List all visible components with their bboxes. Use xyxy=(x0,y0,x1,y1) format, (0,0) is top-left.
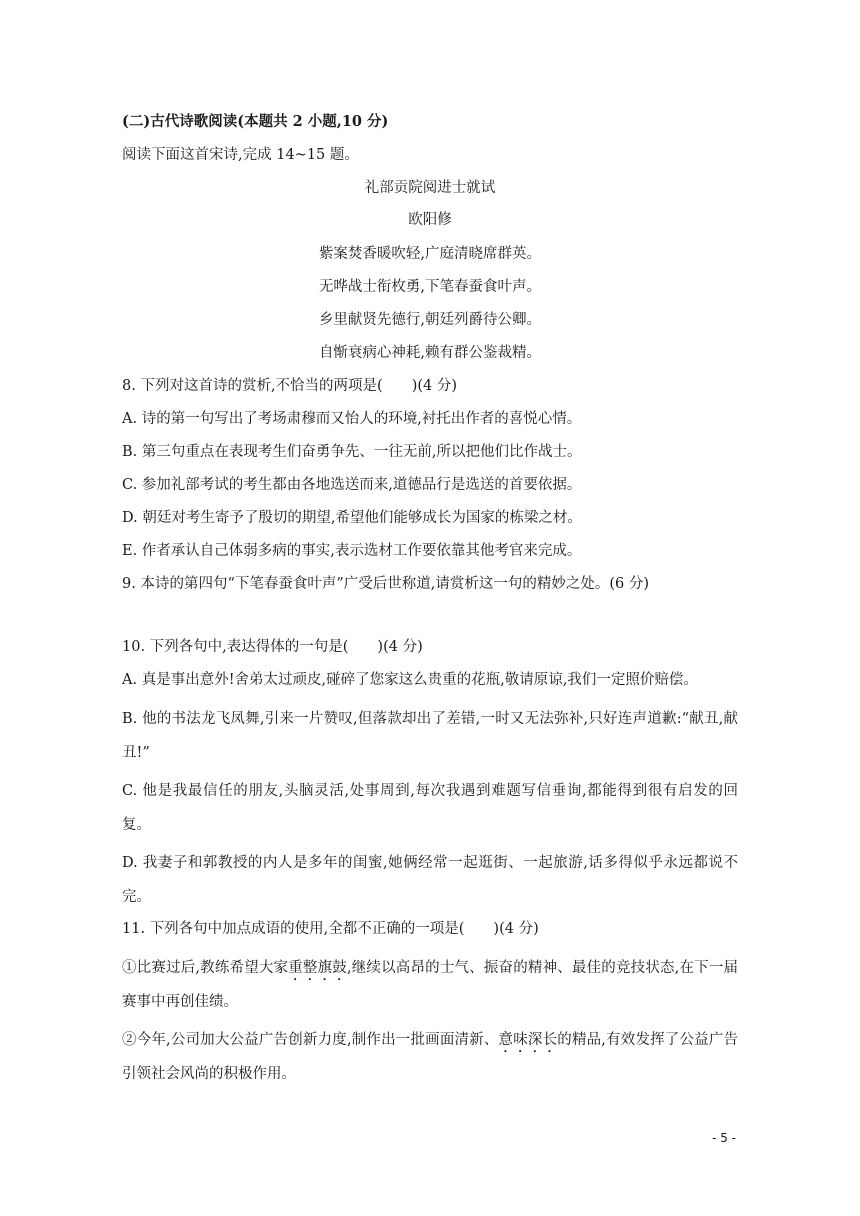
question-8-option-c: C. 参加礼部考试的考生都由各地选送而来,道德品行是选送的首要依据。 xyxy=(122,477,582,493)
poem-line: 紫案焚香暖吹轻,广庭清晓席群英。 xyxy=(318,246,542,262)
page-content xyxy=(122,112,738,1091)
poem-title: 礼部贡院阅进士就试 xyxy=(364,180,496,196)
section-title: (二)古代诗歌阅读(本题共 2 小题,10 分) xyxy=(122,113,389,130)
emphasized-idiom-2: 意味深长 xyxy=(498,1032,558,1048)
question-8-option-a: A. 诗的第一句写出了考场肃穆而又怡人的环境,衬托出作者的喜悦心情。 xyxy=(122,411,582,427)
reading-instruction: 阅读下面这首宋诗,完成 14~15 题。 xyxy=(122,147,359,163)
question-11-item-1 xyxy=(122,951,738,1019)
question-11-stem: 11. 下列各句中加点成语的使用,全都不正确的一项是( )(4 分) xyxy=(122,921,539,937)
question-10-option-d: D. 我妻子和郭教授的内人是多年的闺蜜,她俩经常一起逛街、一起旅游,话多得似乎永远都说不完。 xyxy=(122,855,738,905)
item-2-text-after: 的精品,有效发挥了公益广告引领社会风尚的积极作用。 xyxy=(122,1032,739,1082)
question-8-stem: 8. 下列对这首诗的赏析,不恰当的两项是( )(4 分) xyxy=(122,378,458,394)
question-10-option-a: A. 真是事出意外!舍弟太过顽皮,碰碎了您家这么贵重的花瓶,敬请原谅,我们一定照价赔偿。 xyxy=(122,672,698,688)
poem-line: 无哗战士衔枚勇,下笔春蚕食叶声。 xyxy=(318,279,542,295)
question-9-stem: 9. 本诗的第四句“下笔春蚕食叶声”广受后世称道,请赏析这一句的精妙之处。(6 分) xyxy=(122,576,650,592)
question-8-option-d: D. 朝廷对考生寄予了殷切的期望,希望他们能够成长为国家的栋梁之材。 xyxy=(122,510,582,526)
poem-line: 乡里献贤先德行,朝廷列爵待公卿。 xyxy=(318,312,542,328)
item-2-text-before: ②今年,公司加大公益广告创新力度,制作出一批画面清新、 xyxy=(122,1032,499,1048)
answer-space xyxy=(122,606,738,636)
page-number: - 5 - xyxy=(712,1131,736,1145)
question-10-option-c: C. 他是我最信任的朋友,头脑灵活,处事周到,每次我遇到难题写信垂询,都能得到很有启发的回复。 xyxy=(122,783,738,833)
item-1-text-after: ,继续以高昂的士气、振奋的精神、最佳的竞技状态,在下一届赛事中再创佳绩。 xyxy=(122,960,739,1010)
question-8-option-b: B. 第三句重点在表现考生们奋勇争先、一往无前,所以把他们比作战士。 xyxy=(122,444,582,460)
emphasized-idiom-1: 重整旗鼓 xyxy=(288,960,347,976)
question-10-stem: 10. 下列各句中,表达得体的一句是( )(4 分) xyxy=(122,639,423,655)
poem-line: 自惭衰病心神耗,赖有群公鉴裁精。 xyxy=(318,345,542,361)
question-8-option-e: E. 作者承认自己体弱多病的事实,表示选材工作要依靠其他考官来完成。 xyxy=(122,543,582,559)
item-1-text-before: ①比赛过后,教练希望大家 xyxy=(122,960,289,976)
question-10-option-b: B. 他的书法龙飞凤舞,引来一片赞叹,但落款却出了差错,一时又无法弥补,只好连声道歉:“献丑,献丑!” xyxy=(122,711,738,761)
question-11-item-2 xyxy=(122,1023,738,1091)
poem-author: 欧阳修 xyxy=(408,212,452,228)
